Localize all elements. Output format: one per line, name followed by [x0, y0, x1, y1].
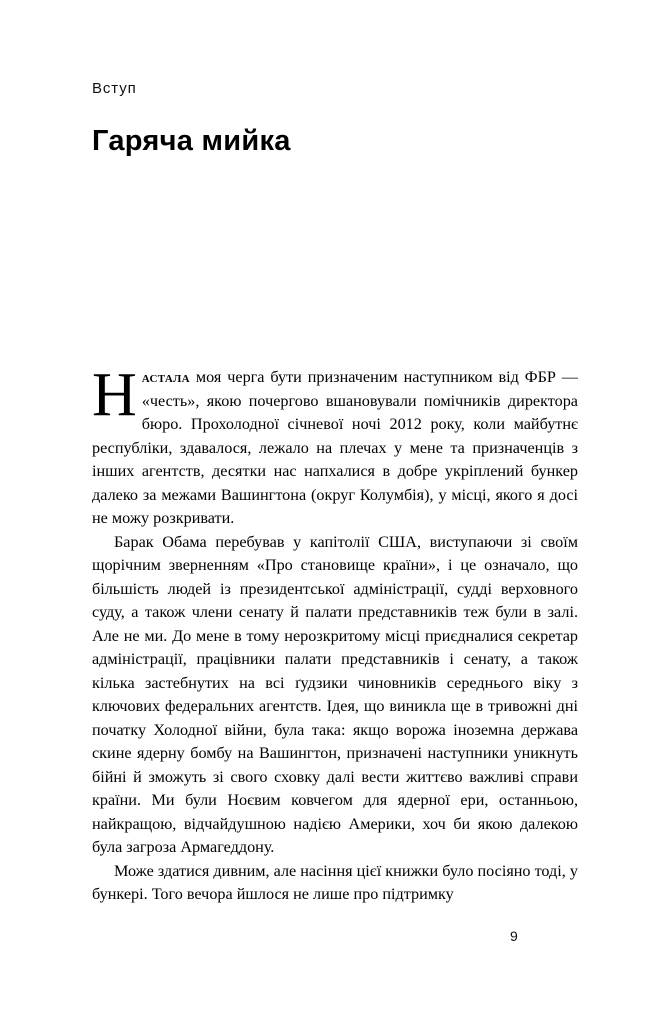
paragraph-2: Барак Обама перебував у капітолії США, виступаючи зі своїм щорічним зверненням «Про становище країни», і це означало, що більшість людей із президентської адміністрації, судді верховного суду, а також члени сенату й палати представників теж були в залі. Але не ми. До мене в тому нерозкритому місці приєдналися секретар адміністрації, працівники палати представників і сенату, а також кілька застебнутих на всі ґудзики чиновників середнього віку з ключових федеральних агентств. Ідея, що виникла ще в тривожні дні початку Холодної війни, була така: якщо ворожа іноземна держава скине ядерну бомбу на Вашингтон, призначені наступники уникнуть бійні й зможуть зі свого сховку далі вести життєво важливі справи країни. Ми були Ноєвим ковчегом для ядерної ери, останньою, найкращою, відчайдушною надією Америки, хоч би якою далекою була загроза Армагеддону. — [92, 532, 578, 856]
body-text — [92, 361, 578, 907]
section-eyebrow: Вступ — [92, 80, 137, 97]
page-title: Гаряча мийка — [92, 125, 291, 157]
page-number: 9 — [510, 928, 518, 944]
lead-words: астала — [141, 368, 190, 386]
paragraph-1 — [92, 361, 578, 531]
paragraph-3: Може здатися дивним, але насіння цієї книжки було посіяно тоді, у бункері. Того вечора йшлося не лише про підтримку — [92, 861, 578, 903]
paragraph-1-text: моя черга бути призначеним наступником від ФБР — «честь», якою почергово вшановували помічників директора бюро. Прохолодної січневої ночі 2012 року, коли майбутнє республіки, здавалося, лежало на плечах у мене та призначенців з інших агентств, десятки нас напхалися в добре укріплений бункер далеко за межами Вашингтона (округ Колумбія), у місці, якого я досі не можу розкривати. — [92, 368, 578, 527]
page-header — [92, 80, 576, 158]
drop-cap: Н — [92, 361, 137, 429]
